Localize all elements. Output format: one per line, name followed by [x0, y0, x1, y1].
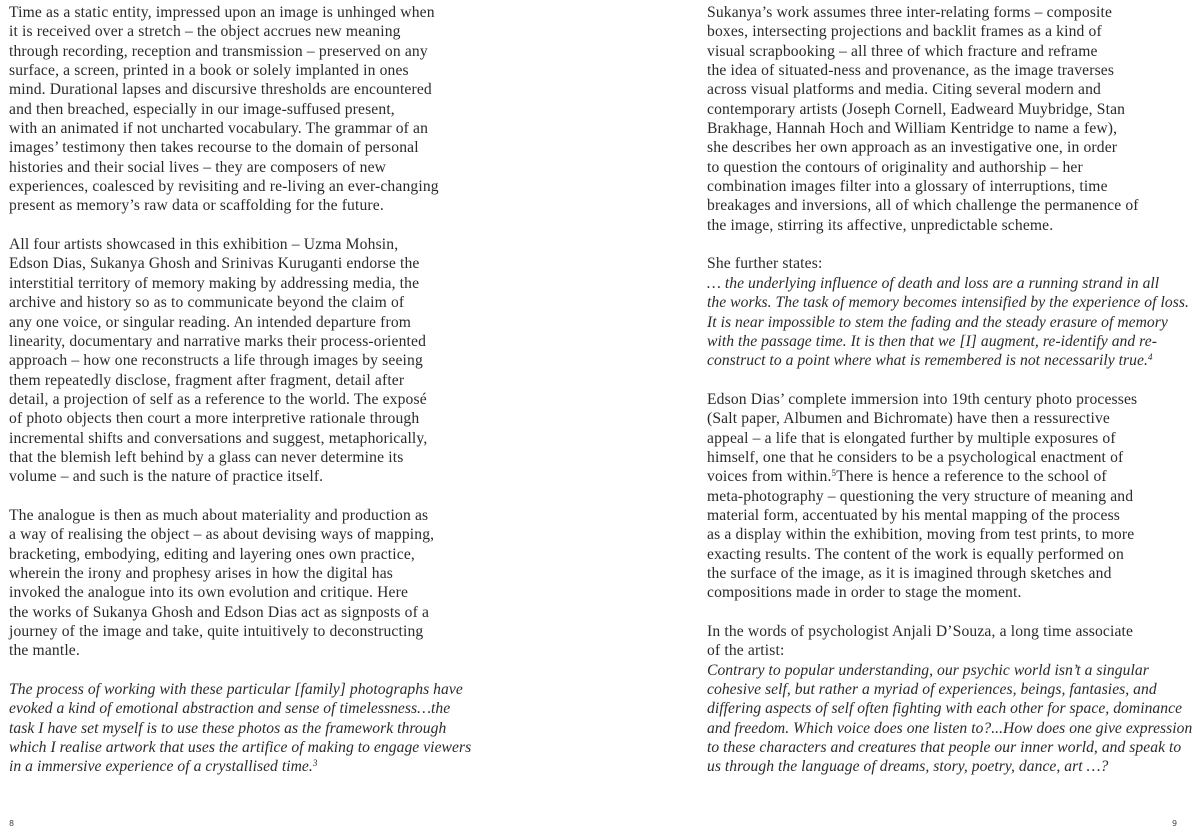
quote-line: The process of working with these particular [family] photographs have	[9, 681, 463, 699]
text-line: that the blemish left behind by a glass can never determine its	[9, 448, 404, 466]
text-line: the image, stirring its affective, unpredictable scheme.	[707, 216, 1054, 234]
paragraph-four-artists	[9, 235, 489, 486]
footnote-marker[interactable]: 4	[1147, 352, 1153, 363]
paragraph-analogue	[9, 506, 489, 661]
text-line: volume – and such is the nature of practice itself.	[9, 468, 324, 486]
quote-line: It is near impossible to stem the fading and the steady erasure of memory	[707, 313, 1168, 331]
text-line: histories and their social lives – they are composers of new	[9, 158, 387, 176]
text-line: the idea of situated-ness and provenance, as the image traverses	[707, 62, 1115, 80]
text-line: them repeatedly disclose, fragment after fragment, detail after	[9, 371, 405, 389]
text-line: interstitial territory of memory making by addressing media, the	[9, 274, 420, 292]
text-line: any one voice, or singular reading. An intended departure from	[9, 313, 412, 331]
text-line	[707, 467, 1192, 486]
text-line: invoked the analogue into its own evolution and critique. Here	[9, 584, 409, 602]
text-line: wherein the irony and prophesy arises in how the digital has	[9, 564, 394, 582]
footnote-marker[interactable]: 3	[312, 758, 318, 769]
quote-line: to these characters and creatures that people our inner world, and speak to	[707, 739, 1182, 757]
text-line: the works of Sukanya Ghosh and Edson Dias act as signposts of a	[9, 603, 430, 621]
paragraph-sukanya-work	[707, 3, 1192, 235]
right-page-text	[707, 3, 1192, 796]
text-line: journey of the image and take, quite intuitively to deconstructing	[9, 623, 424, 640]
paragraph-time-static-entity	[9, 3, 489, 216]
text-line: the mantle.	[9, 642, 80, 660]
text-line: it is received over a stretch – the object accrues new meaning	[9, 23, 401, 41]
text-line: visual scrapbooking – all three of which fracture and reframe	[707, 42, 1098, 60]
text-line: compositions made in order to stage the moment.	[707, 584, 1022, 602]
quote-line: with the passage time. It is then that we [I] augment, re-identify and re-	[707, 332, 1157, 350]
text-line: she describes her own approach as an investigative one, in order	[707, 139, 1118, 157]
quote-line	[707, 351, 1192, 370]
paragraph-she-further-states	[707, 254, 1192, 370]
text-line: Time as a static entity, impressed upon an image is unhinged when	[9, 4, 435, 21]
text-line: combination images filter into a glossary of interruptions, time	[707, 178, 1108, 196]
quote-line: cohesive self, but rather a myriad of experiences, beings, fantasies, and	[707, 681, 1157, 699]
text-line: with an animated if not uncharted vocabulary. The grammar of an	[9, 120, 429, 138]
left-page-text	[9, 3, 489, 796]
text-line: incremental shifts and conversations and suggest, metaphorically,	[9, 429, 428, 447]
text-line: Edson Dias, Sukanya Ghosh and Srinivas Kuruganti endorse the	[9, 255, 420, 273]
text-line: mind. Durational lapses and discursive thresholds are encountered	[9, 81, 432, 99]
text-line: and then breached, especially in our image-suffused present,	[9, 100, 395, 118]
text-line: experiences, coalesced by revisiting and re-living an ever-changing	[9, 178, 439, 196]
text-line: himself, one that he considers to be a psychological enactment of	[707, 448, 1124, 466]
quote-underlying-influence	[707, 274, 1192, 371]
text-line: present as memory’s raw data or scaffolding for the future.	[9, 197, 384, 215]
text-line: contemporary artists (Joseph Cornell, Eadweard Muybridge, Stan	[707, 100, 1126, 118]
quote-line: which I realise artwork that uses the artifice of making to engage viewers	[9, 739, 472, 757]
quote-line: the works. The task of memory becomes intensified by the experience of loss.	[707, 294, 1189, 312]
quote-text: construct to a point where what is remembered is not necessarily true.	[707, 352, 1148, 370]
footnote-marker[interactable]: 5	[831, 468, 837, 479]
paragraph-anjali-dsouza	[707, 622, 1192, 777]
quote-line: Contrary to popular understanding, our psychic world isn’t a singular	[707, 661, 1149, 679]
text-line: approach – how one reconstructs a life through images by seeing	[9, 352, 423, 370]
right-page	[707, 0, 1192, 834]
left-page	[9, 0, 489, 834]
text-line: exacting results. The content of the work is equally performed on	[707, 545, 1124, 563]
text-line: a way of realising the object – as about devising ways of mapping,	[9, 526, 435, 544]
quote-line: task I have set myself is to use these photos as the framework through	[9, 719, 447, 737]
quote-line: and freedom. Which voice does one listen to?...How does one give expression	[707, 719, 1193, 737]
quote-intro: She further states:	[707, 255, 823, 273]
text-line: linearity, documentary and narrative marks their process-oriented	[9, 332, 427, 350]
text-line: detail, a projection of self as a reference to the world. The exposé	[9, 390, 427, 408]
text-line: material form, accentuated by his mental mapping of the process	[707, 506, 1121, 524]
quote-text: in a immersive experience of a crystallised time.	[9, 758, 313, 776]
text-line: Brakhage, Hannah Hoch and William Kentridge to name a few),	[707, 120, 1118, 138]
page-number: 8	[9, 819, 15, 828]
text-segment: There is hence a reference to the school of	[836, 468, 1107, 486]
quote-process-of-working	[9, 680, 489, 777]
quote-contrary-to-popular	[707, 661, 1192, 777]
text-segment: voices from within.	[707, 468, 832, 486]
text-line: surface, a screen, printed in a book or solely implanted in ones	[9, 62, 409, 80]
text-line: Edson Dias’ complete immersion into 19th century photo processes	[707, 390, 1138, 408]
text-line: The analogue is then as much about materiality and production as	[9, 506, 429, 524]
text-line: of photo objects then court a more interpretive rationale through	[9, 410, 420, 428]
text-line: bracketing, embodying, editing and layering ones own practice,	[9, 545, 415, 563]
text-line: archive and history so as to communicate beyond the claim of	[9, 294, 405, 312]
text-line: Sukanya’s work assumes three inter-relating forms – composite	[707, 4, 1113, 21]
text-line: images’ testimony then takes recourse to the domain of personal	[9, 139, 419, 157]
text-line: All four artists showcased in this exhibition – Uzma Mohsin,	[9, 236, 399, 254]
text-line: boxes, intersecting projections and backlit frames as a kind of	[707, 23, 1102, 41]
quote-intro: In the words of psychologist Anjali D’Souza, a long time associate	[707, 623, 1134, 640]
paragraph-edson-dias	[707, 390, 1192, 603]
text-line: to question the contours of originality and authorship – her	[707, 158, 1083, 176]
text-line: breakages and inversions, all of which challenge the permanence of	[707, 197, 1139, 215]
quote-line: … the underlying influence of death and loss are a running strand in all	[707, 274, 1160, 292]
text-line: the surface of the image, as it is imagined through sketches and	[707, 564, 1112, 582]
text-line: (Salt paper, Albumen and Bichromate) have then a ressurective	[707, 410, 1110, 428]
quote-line: evoked a kind of emotional abstraction and sense of timelessness…the	[9, 700, 451, 718]
text-line: through recording, reception and transmission – preserved on any	[9, 42, 428, 60]
text-line: as a display within the exhibition, moving from test prints, to more	[707, 526, 1135, 544]
page-number: 9	[1172, 819, 1178, 828]
quote-line: us through the language of dreams, story, poetry, dance, art …?	[707, 758, 1109, 776]
text-line: appeal – a life that is elongated further by multiple exposures of	[707, 429, 1116, 447]
text-line: across visual platforms and media. Citing several modern and	[707, 81, 1101, 99]
text-line: meta-photography – questioning the very structure of meaning and	[707, 487, 1134, 505]
quote-line	[9, 757, 489, 776]
quote-intro: of the artist:	[707, 642, 785, 660]
quote-line: differing aspects of self often fighting with each other for space, dominance	[707, 700, 1183, 718]
